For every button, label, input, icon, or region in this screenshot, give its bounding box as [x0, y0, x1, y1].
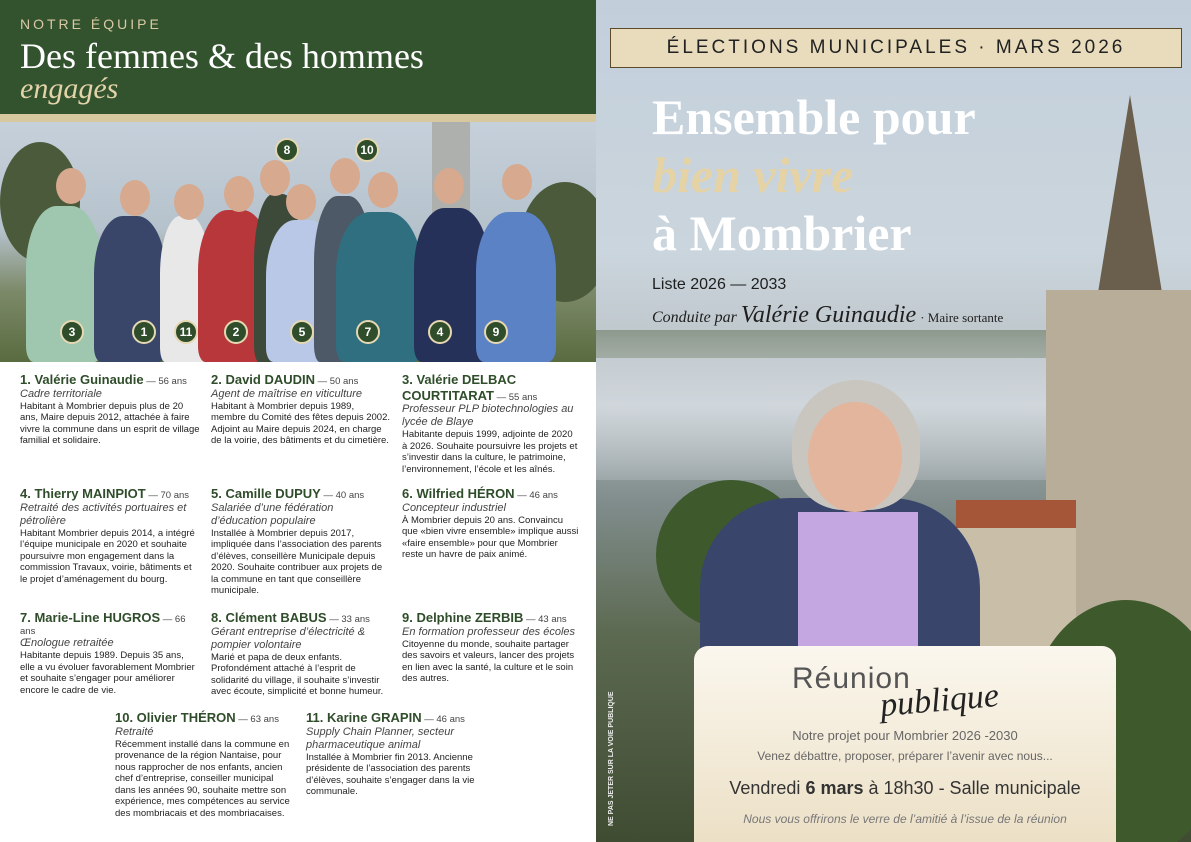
member-age: — 70 ans: [148, 490, 190, 501]
member-role: Salariée d’une fédération d’éducation populaire: [211, 501, 334, 527]
member-name: 9. Delphine ZERBIB: [402, 610, 524, 625]
member-badge: 5: [290, 320, 314, 344]
meeting-word-publique: publique: [878, 676, 1001, 725]
meeting-footer: Nous vous offrirons le verre de l’amitié à l’issue de la réunion: [743, 812, 1067, 826]
meeting-date-day: 6 mars: [805, 778, 864, 798]
election-banner: ÉLECTIONS MUNICIPALES · MARS 2026: [610, 28, 1182, 68]
member-badge: 11: [174, 320, 198, 344]
member-description: Habitante depuis 1989. Depuis 35 ans, elle a vu évoluer favorablement Mombrier et souhaite s’engager pour améliorer encore le cadre de vie.: [20, 650, 195, 696]
cover-panel: [596, 0, 1191, 842]
team-member-head: [368, 172, 398, 208]
team-kicker: NOTRE ÉQUIPE: [20, 16, 162, 32]
team-member-figure: [94, 216, 166, 362]
member-description: Récemment installé dans la commune en provenance de la région Nantaise, pour nous rapprocher de nos enfants, ancien chef d’entreprise, conseiller municipal dans les années 90, souhaite mettre son expérience, mes compétences au service des mombriacais et des mombriacaises.: [115, 738, 290, 819]
member-role: Professeur PLP biotechnologies au lycée de Blaye: [402, 403, 574, 428]
member-name: 11. Karine GRAPIN: [306, 710, 422, 725]
member-badge: 8: [275, 138, 299, 162]
member-badge: 10: [355, 138, 379, 162]
member-card: [20, 610, 200, 696]
led-by-name: Valérie Guinaudie: [740, 302, 917, 328]
member-badge: 3: [60, 320, 84, 344]
member-description: Installée à Mombrier depuis 2017, impliquée dans l’association des parents d’élèves, conseillère Municipale depuis 2020. Souhaite contribuer aux projets de la commune en tant que conseillère municipale.: [211, 527, 383, 596]
team-member-head: [224, 176, 254, 212]
member-age: — 46 ans: [517, 490, 558, 501]
member-description: Installée à Mombrier fin 2013. Ancienne présidente de l’association des parents d’élèves, souhaite s’engager dans la vie communale.: [306, 751, 475, 797]
member-description: Habitant Mombrier depuis 2014, a intégré l’équipe municipale en 2020 et souhaite poursuivre mon engagement dans la commission Travaux, voirie, bâtiments et le projet d’aménagement du bourg.: [20, 527, 195, 585]
meeting-date-suffix: à 18h30 - Salle municipale: [868, 778, 1081, 798]
team-title-italic: engagés: [20, 72, 119, 105]
mayor-portrait: [700, 380, 980, 650]
member-card: [115, 710, 295, 819]
member-description: Habitant à Mombrier depuis plus de 20 ans, Maire depuis 2012, attachée à faire vivre la commune dans un esprit de village familial et solidaire.: [20, 400, 200, 446]
member-role: Retraité: [115, 725, 154, 738]
member-description: Habitant à Mombrier depuis 1989, membre du Comité des fêtes depuis 2002. Adjoint au Maire depuis 2024, en charge de la voirie, des bâtiments et du cimetière.: [211, 400, 391, 446]
meeting-date: [694, 778, 1116, 799]
team-member-figure: [336, 212, 422, 362]
member-age: — 46 ans: [424, 714, 465, 725]
member-card: [306, 710, 486, 798]
do-not-litter-note: NE PAS JETER SUR LA VOIE PUBLIQUE: [608, 691, 615, 826]
team-member-head: [502, 164, 532, 200]
member-card: [402, 486, 580, 561]
member-card: [211, 486, 391, 597]
member-description: Marié et papa de deux enfants. Profondément attaché à l’esprit de solidarité du village, il souhaite s’investir avec écoute, simplicité et bonne humeur.: [211, 651, 384, 697]
member-role: Supply Chain Planner, secteur pharmaceutique animal: [306, 725, 454, 751]
member-name: 7. Marie-Line HUGROS: [20, 610, 161, 625]
member-card: [402, 610, 580, 685]
member-name: 5. Camille DUPUY: [211, 486, 321, 501]
member-description: À Mombrier depuis 20 ans. Convaincu que «bien vivre ensemble» implique aussi «faire ensemble» pour que Mombrier reste un havre de paix animé.: [402, 514, 579, 560]
member-description: Citoyenne du monde, souhaite partager des savoirs et valeurs, lancer des projets en lien avec la santé, la culture et le soin des autres.: [402, 638, 575, 684]
team-title: Des femmes & des hommes: [20, 36, 424, 76]
led-by-prefix: Conduite par: [652, 309, 737, 326]
meeting-date-prefix: Vendredi: [729, 778, 801, 798]
meeting-invite-line: Venez débattre, proposer, préparer l’avenir avec nous...: [757, 749, 1053, 763]
member-card: [211, 372, 391, 447]
list-years: Liste 2026 — 2033: [652, 276, 787, 293]
member-role: Œnologue retraitée: [20, 637, 114, 649]
member-name: 6. Wilfried HÉRON: [402, 486, 515, 501]
mayor-blouse: [798, 512, 918, 662]
member-age: — 55 ans: [496, 391, 538, 403]
member-age: — 66 ans: [20, 614, 186, 637]
team-member-head: [434, 168, 464, 204]
member-age: — 43 ans: [526, 614, 567, 625]
hero-line-1: Ensemble pour: [652, 89, 976, 145]
public-meeting-card: [694, 646, 1116, 842]
church-spire: [1096, 95, 1164, 305]
led-by: [652, 302, 1003, 329]
member-name: 4. Thierry MAINPIOT: [20, 486, 146, 501]
meeting-project-line: Notre projet pour Mombrier 2026 -2030: [792, 728, 1018, 743]
team-member-head: [174, 184, 204, 220]
meeting-word-reunion: Réunion: [792, 662, 911, 695]
team-member-head: [260, 160, 290, 196]
member-card: [211, 610, 391, 698]
member-badge: 2: [224, 320, 248, 344]
team-member-head: [56, 168, 86, 204]
member-description: Habitante depuis 1999, adjointe de 2020 à 2026. Souhaite poursuivre les projets et s’investir dans la culture, le patrimoine, l’environnement, l’école et les aînés.: [402, 429, 578, 475]
member-name: 10. Olivier THÉRON: [115, 710, 236, 725]
member-role: Concepteur industriel: [402, 501, 506, 514]
gold-divider: [0, 114, 596, 122]
member-name: 2. David DAUDIN: [211, 372, 316, 387]
member-age: — 56 ans: [146, 376, 187, 387]
member-role: Retraité des activités portuaires et pétrolière: [20, 501, 187, 527]
member-age: — 63 ans: [238, 714, 279, 725]
member-name: 3. Valérie DELBAC COURTITARAT: [402, 372, 517, 403]
member-name: 1. Valérie Guinaudie: [20, 372, 144, 387]
mayor-face: [808, 402, 902, 512]
member-badge: 9: [484, 320, 508, 344]
team-member-head: [330, 158, 360, 194]
member-badge: 4: [428, 320, 452, 344]
member-age: — 40 ans: [323, 490, 365, 501]
member-age: — 50 ans: [317, 376, 359, 387]
hero-line-2: bien vivre: [652, 147, 854, 203]
member-role: Agent de maîtrise en viticulture: [211, 387, 363, 400]
member-age: — 33 ans: [329, 614, 370, 625]
member-role: Cadre territoriale: [20, 387, 102, 400]
led-by-suffix: · Maire sortante: [920, 310, 1004, 325]
hero-line-3: à Mombrier: [652, 205, 912, 261]
member-card: [20, 372, 200, 447]
member-name: 8. Clément BABUS: [211, 610, 327, 625]
team-member-head: [120, 180, 150, 216]
member-role: Gérant entreprise d’électricité & pompier volontaire: [211, 625, 366, 651]
member-badge: 7: [356, 320, 380, 344]
team-header: [0, 0, 596, 114]
team-photo: [0, 122, 596, 362]
member-role: En formation professeur des écoles: [402, 625, 576, 638]
member-badge: 1: [132, 320, 156, 344]
member-card: [402, 372, 580, 475]
member-card: [20, 486, 200, 585]
team-member-head: [286, 184, 316, 220]
